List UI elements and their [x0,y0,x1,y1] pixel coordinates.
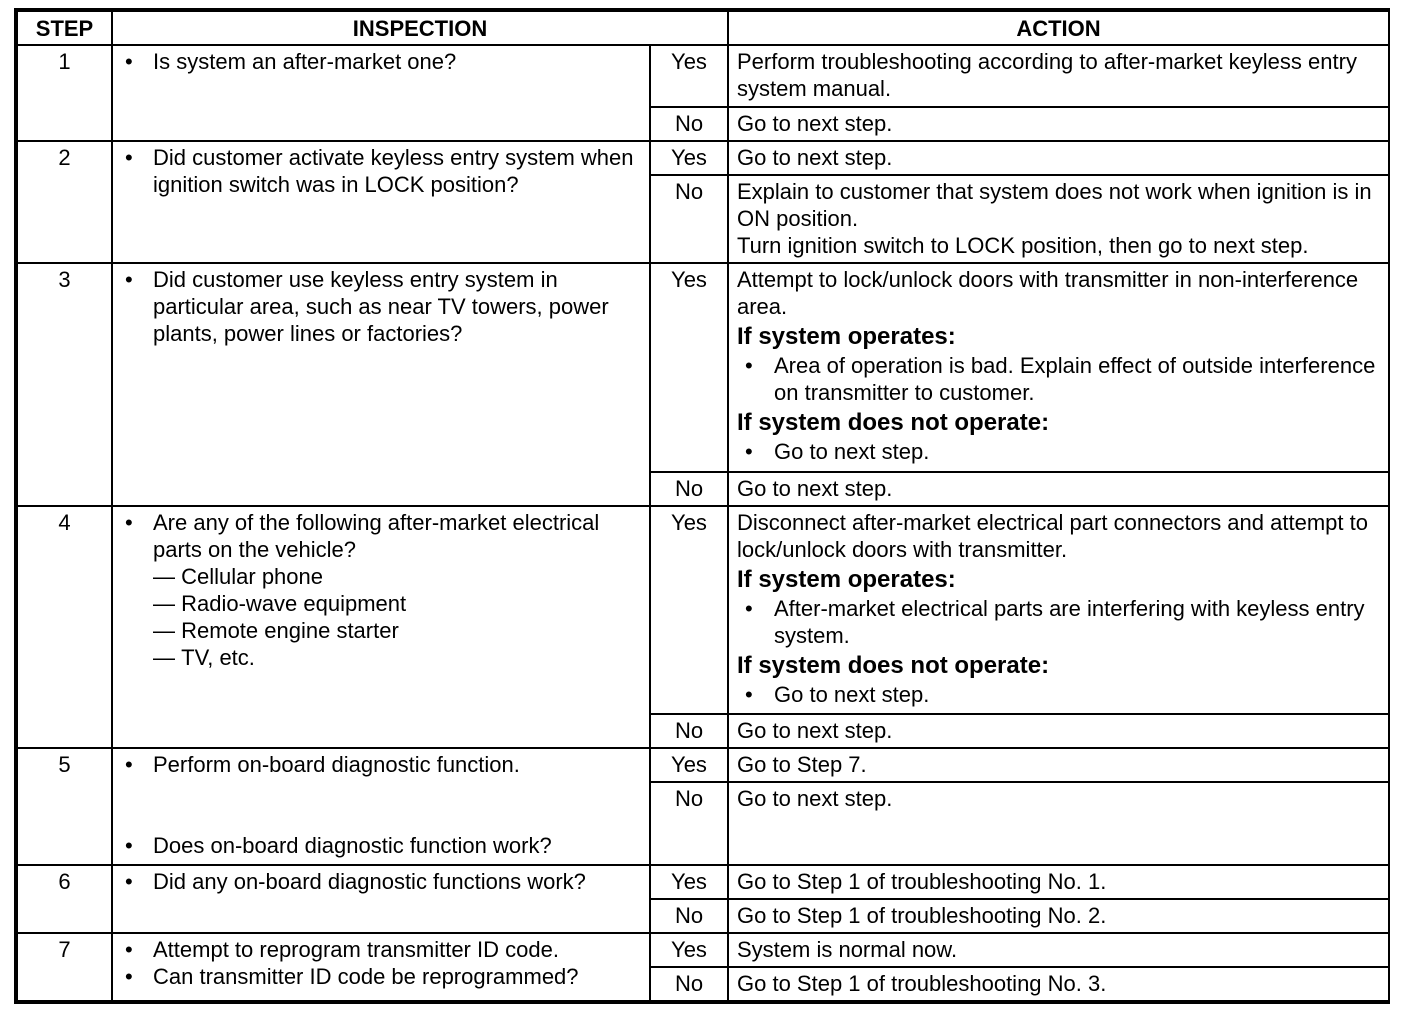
action-text: Turn ignition switch to LOCK position, then go to next step. [737,233,1309,259]
no-label: No [650,967,728,1001]
step-3-inspection [112,263,650,505]
inspection-spacer [121,778,641,832]
step-5-yes-row [17,748,1389,782]
if-not-operates-heading: If system does not operate: [737,651,1050,679]
step-number: 6 [17,865,112,933]
step-2-yes-action [728,141,1389,175]
step-number: 4 [17,506,112,748]
if-operates-heading: If system operates: [737,323,956,351]
yes-label: Yes [650,865,728,899]
step-4-no-action [728,714,1389,748]
step-4-inspection [112,506,650,748]
no-label: No [650,899,728,933]
action-text: Attempt to lock/unlock doors with transmitter in non-interference area. [737,267,1359,320]
action-text: Go to Step 1 of troubleshooting No. 1. [737,868,1107,894]
yes-label: Yes [650,506,728,714]
step-3-yes-row [17,263,1389,471]
step-2-no-action [728,175,1389,263]
step-1-inspection [112,45,650,141]
action-bullet: • Area of operation is bad. Explain effect of outside interference on transmitter to customer. [737,352,1380,406]
parts-list-item: — Cellular phone [153,563,641,590]
step-6-no-action [728,899,1389,933]
action-text: Go to next step. [737,145,893,171]
if-operates-heading: If system operates: [737,565,956,593]
step-1-yes-action [728,45,1389,107]
action-text: Explain to customer that system does not work when ignition is in ON position. [737,179,1372,232]
step-5-inspection [112,748,650,864]
step-1-yes-row [17,45,1389,107]
parts-list-item: — Remote engine starter [153,617,641,644]
inspection-item: • Attempt to reprogram transmitter ID code. [121,936,641,963]
after-market-parts-list [153,563,641,671]
step-6-yes-action [728,865,1389,899]
step-5-yes-action [728,748,1389,782]
no-label: No [650,714,728,748]
step-4-yes-action [728,506,1389,714]
yes-label: Yes [650,933,728,967]
yes-label: Yes [650,45,728,107]
action-text: Perform troubleshooting according to after-market keyless entry system manual. [737,49,1357,101]
no-label: No [650,472,728,506]
inspection-item: • Can transmitter ID code be reprogrammed? [121,963,641,990]
yes-label: Yes [650,748,728,782]
step-4-yes-row [17,506,1389,714]
if-not-operates-heading: If system does not operate: [737,409,1050,437]
yes-label: Yes [650,141,728,175]
action-text: Go to Step 7. [737,752,867,778]
step-3-yes-action [728,263,1389,471]
inspection-item: • Did any on-board diagnostic functions work? [121,868,641,895]
step-7-no-action [728,967,1389,1001]
action-bullet: • Go to next step. [737,681,1380,708]
header-inspection: INSPECTION [112,11,728,45]
step-number: 1 [17,45,112,141]
step-7-yes-row [17,933,1389,967]
step-number: 7 [17,933,112,1001]
action-text: Go to next step. [737,718,893,744]
inspection-item: • Did customer activate keyless entry system when ignition switch was in LOCK position? [121,144,641,198]
action-text: Go to next step. [737,475,893,501]
yes-label: Yes [650,263,728,471]
action-text: Go to next step. [737,786,893,812]
inspection-text: Are any of the following after-market electrical parts on the vehicle? [153,509,600,562]
inspection-item: • Did customer use keyless entry system in particular area, such as near TV towers, power plants, power lines or factories? [121,266,641,347]
header-step: STEP [17,11,112,45]
action-text: Go to Step 1 of troubleshooting No. 2. [737,902,1107,928]
no-label: No [650,107,728,141]
step-2-inspection [112,141,650,263]
step-number: 3 [17,263,112,505]
inspection-item: • Does on-board diagnostic function work? [121,832,641,859]
no-label: No [650,175,728,263]
action-text: Go to Step 1 of troubleshooting No. 3. [737,970,1107,996]
step-6-yes-row [17,865,1389,899]
step-5-no-action [728,782,1389,864]
inspection-item: • Is system an after-market one? [121,48,641,75]
action-text: Disconnect after-market electrical part connectors and attempt to lock/unlock doors with transmitter. [737,509,1368,562]
action-bullet: • Go to next step. [737,438,1380,465]
inspection-item: • Perform on-board diagnostic function. [121,751,641,778]
action-bullet: • After-market electrical parts are interfering with keyless entry system. [737,595,1380,649]
header-action: ACTION [728,11,1389,45]
table-header-row [17,11,1389,45]
step-number: 2 [17,141,112,263]
no-label: No [650,782,728,864]
step-1-no-action [728,107,1389,141]
step-7-inspection [112,933,650,1001]
step-6-inspection [112,865,650,933]
diagnosis-table [16,10,1390,1002]
action-text: System is normal now. [737,936,958,962]
step-number: 5 [17,748,112,864]
step-2-yes-row [17,141,1389,175]
step-3-no-action [728,472,1389,506]
parts-list-item: — TV, etc. [153,644,641,671]
troubleshooting-sheet [14,8,1390,1004]
inspection-item [121,509,641,671]
action-text: Go to next step. [737,111,893,137]
step-7-yes-action [728,933,1389,967]
parts-list-item: — Radio-wave equipment [153,590,641,617]
